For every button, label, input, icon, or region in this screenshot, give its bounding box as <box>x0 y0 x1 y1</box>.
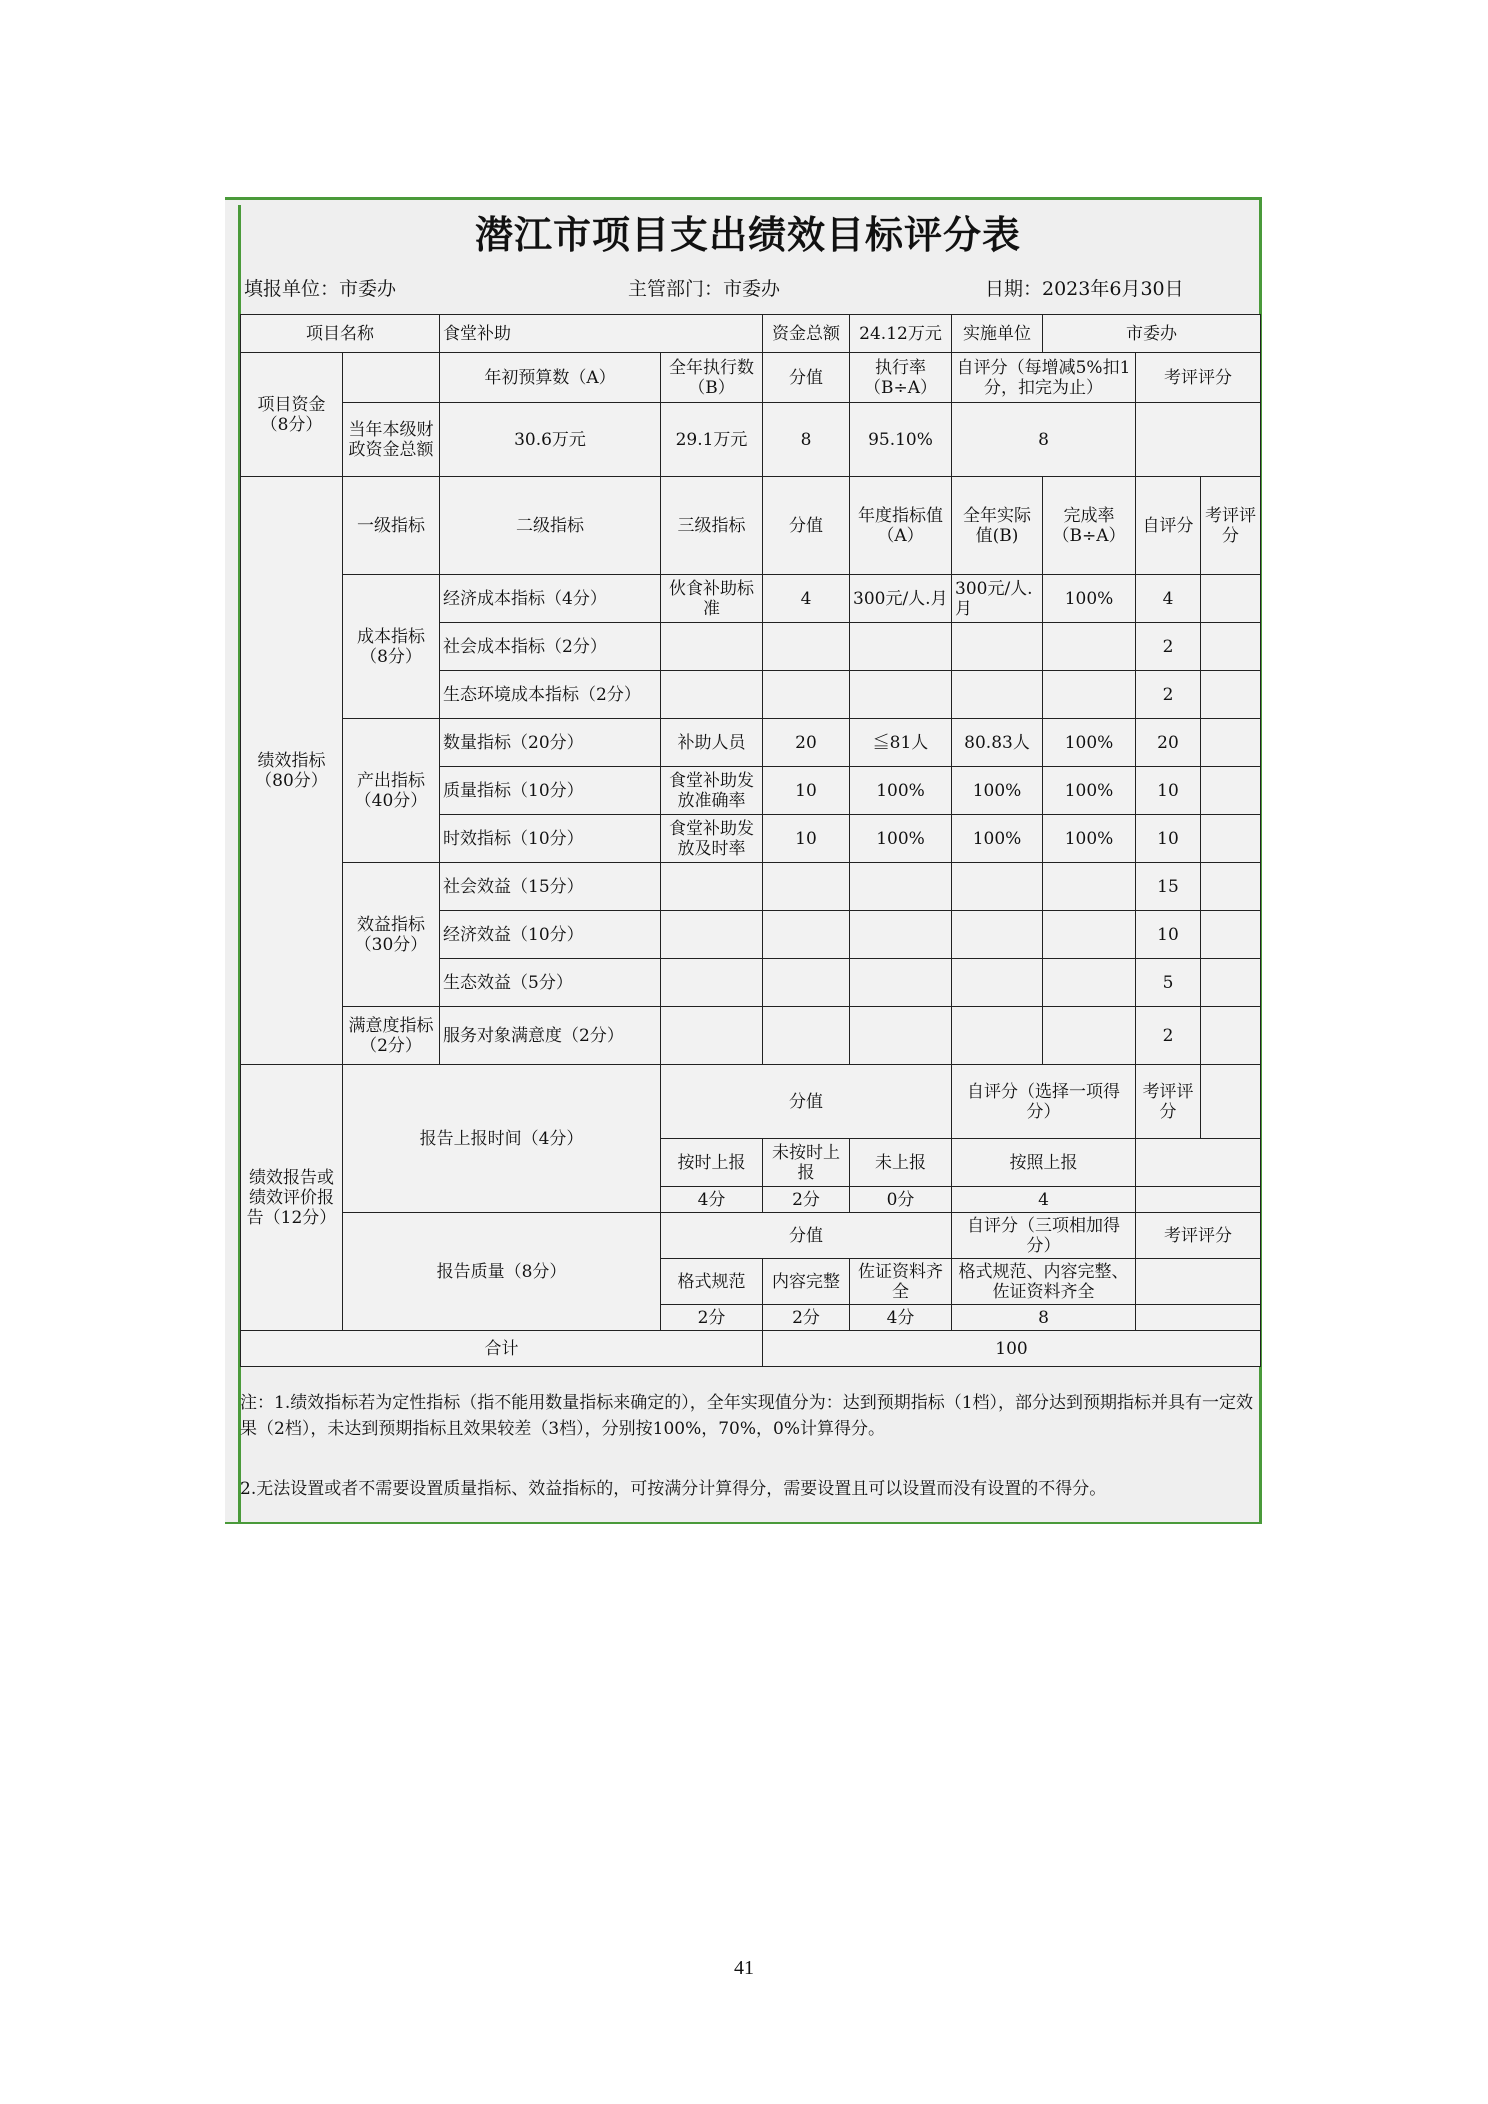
report-group-label: 绩效报告或绩效评价报告（12分） <box>241 1065 343 1331</box>
review-cell <box>1201 863 1261 911</box>
report-quality-self-header: 自评分（三项相加得分） <box>952 1213 1136 1259</box>
report-quality-label: 报告质量（8分） <box>343 1213 661 1331</box>
actual-cell <box>952 623 1043 671</box>
report-quality-self-text: 格式规范、内容完整、佐证资料齐全 <box>952 1259 1136 1305</box>
page-number: 41 <box>734 1957 754 1979</box>
value-cell: 4分 <box>850 1305 952 1331</box>
actual-cell: 80.83人 <box>952 719 1043 767</box>
score-cell: 4 <box>763 575 850 623</box>
project-row <box>241 315 1261 353</box>
report-time-self-value: 4 <box>952 1187 1136 1213</box>
exec-header: 全年执行数（B） <box>661 353 763 403</box>
actual-cell: 100% <box>952 815 1043 863</box>
funds-group-label: 项目资金（8分） <box>241 353 343 477</box>
l2-cell: 时效指标（10分） <box>440 815 661 863</box>
funds-row-label: 当年本级财政资金总额 <box>343 403 440 477</box>
report-quality-review-header: 考评评分 <box>1136 1213 1261 1259</box>
l3-cell: 补助人员 <box>661 719 763 767</box>
score-cell <box>763 911 850 959</box>
value-cell: 0分 <box>850 1187 952 1213</box>
actual-cell <box>952 959 1043 1007</box>
target-cell <box>850 863 952 911</box>
satisfaction-indicator-label: 满意度指标（2分） <box>343 1007 440 1065</box>
self-cell: 2 <box>1136 623 1201 671</box>
funds-value-row <box>241 403 1261 477</box>
total-value: 100 <box>763 1331 1261 1367</box>
actual-cell: 100% <box>952 767 1043 815</box>
value-cell: 2分 <box>661 1305 763 1331</box>
perf-self-header: 自评分 <box>1136 477 1201 575</box>
budget-header: 年初预算数（A） <box>440 353 661 403</box>
option-late: 未按时上报 <box>763 1139 850 1187</box>
review-cell <box>1136 1259 1261 1305</box>
target-header: 年度指标值（A） <box>850 477 952 575</box>
option-not-reported: 未上报 <box>850 1139 952 1187</box>
report-time-header-row <box>241 1065 1261 1139</box>
actual-cell: 300元/人.月 <box>952 575 1043 623</box>
self-cell: 2 <box>1136 671 1201 719</box>
target-cell <box>850 911 952 959</box>
exec-rate-header: 执行率（B÷A） <box>850 353 952 403</box>
score-cell: 10 <box>763 815 850 863</box>
form-title: 潜江市项目支出绩效目标评分表 <box>474 213 1021 257</box>
score-cell <box>763 959 850 1007</box>
review-cell <box>1201 767 1261 815</box>
l3-cell: 伙食补助标准 <box>661 575 763 623</box>
report-time-review-cell <box>1136 1139 1261 1187</box>
value-cell: 4分 <box>661 1187 763 1213</box>
score-cell <box>763 863 850 911</box>
score-cell <box>763 623 850 671</box>
rate-cell <box>1043 911 1136 959</box>
benefit-indicator-label: 效益指标（30分） <box>343 863 440 1007</box>
l2-cell: 服务对象满意度（2分） <box>440 1007 661 1065</box>
funds-self-header: 自评分（每增减5%扣1分，扣完为止） <box>952 353 1136 403</box>
cost-indicator-label: 成本指标（8分） <box>343 575 440 719</box>
score-cell <box>763 671 850 719</box>
rate-cell: 100% <box>1043 719 1136 767</box>
fund-total-value: 24.12万元 <box>850 315 952 353</box>
report-time-review-header: 考评评分 <box>1136 1065 1201 1139</box>
review-cell <box>1201 959 1261 1007</box>
option-on-time: 按时上报 <box>661 1139 763 1187</box>
report-time-self-header: 自评分（选择一项得分） <box>952 1065 1136 1139</box>
exec-rate-value: 95.10% <box>850 403 952 477</box>
l3-cell: 食堂补助发放及时率 <box>661 815 763 863</box>
self-cell: 5 <box>1136 959 1201 1007</box>
filling-unit: 填报单位：市委办 <box>244 278 397 300</box>
review-cell <box>1201 719 1261 767</box>
self-cell: 4 <box>1136 575 1201 623</box>
impl-unit-label: 实施单位 <box>952 315 1043 353</box>
self-cell: 2 <box>1136 1007 1201 1065</box>
rate-cell <box>1043 1007 1136 1065</box>
actual-cell <box>952 1007 1043 1065</box>
l1-header: 一级指标 <box>343 477 440 575</box>
budget-value: 30.6万元 <box>440 403 661 477</box>
l2-cell: 数量指标（20分） <box>440 719 661 767</box>
funds-self-value: 8 <box>952 403 1136 477</box>
l3-cell <box>661 623 763 671</box>
report-time-self-text: 按照上报 <box>952 1139 1136 1187</box>
value-cell: 2分 <box>763 1305 850 1331</box>
actual-cell <box>952 863 1043 911</box>
score-cell <box>763 1007 850 1065</box>
perf-review-header: 考评评分 <box>1201 477 1261 575</box>
report-quality-header-row <box>241 1213 1261 1259</box>
table-row <box>241 1007 1261 1065</box>
review-cell <box>1201 671 1261 719</box>
total-row <box>241 1331 1261 1367</box>
report-quality-self-value: 8 <box>952 1305 1136 1331</box>
review-cell <box>1136 1187 1261 1213</box>
target-cell <box>850 623 952 671</box>
l2-cell: 生态环境成本指标（2分） <box>440 671 661 719</box>
option-content: 内容完整 <box>763 1259 850 1305</box>
l3-cell <box>661 1007 763 1065</box>
total-label: 合计 <box>241 1331 763 1367</box>
perf-score-header: 分值 <box>763 477 850 575</box>
target-cell: 300元/人.月 <box>850 575 952 623</box>
report-time-label: 报告上报时间（4分） <box>343 1065 661 1213</box>
l3-cell <box>661 911 763 959</box>
report-time-blank <box>1201 1065 1261 1139</box>
table-row <box>241 863 1261 911</box>
review-cell <box>1136 1305 1261 1331</box>
l3-cell: 食堂补助发放准确率 <box>661 767 763 815</box>
target-cell <box>850 959 952 1007</box>
report-quality-score-header: 分值 <box>661 1213 952 1259</box>
l2-cell: 社会成本指标（2分） <box>440 623 661 671</box>
rate-cell <box>1043 863 1136 911</box>
report-date: 日期：2023年6月30日 <box>985 278 1184 300</box>
value-cell: 2分 <box>763 1187 850 1213</box>
review-cell <box>1201 815 1261 863</box>
rate-cell <box>1043 623 1136 671</box>
note-1: 注：1.绩效指标若为定性指标（指不能用数量指标来确定的），全年实现值分为：达到预期指标（1档），部分达到预期指标并具有一定效果（2档），未达到预期指标且效果较差（3档），分别按100%，70%，0%计算得分。 <box>240 1393 1254 1439</box>
rate-cell: 100% <box>1043 767 1136 815</box>
l3-cell <box>661 671 763 719</box>
l3-header: 三级指标 <box>661 477 763 575</box>
l2-cell: 生态效益（5分） <box>440 959 661 1007</box>
review-cell <box>1201 575 1261 623</box>
review-cell <box>1201 1007 1261 1065</box>
rate-cell <box>1043 959 1136 1007</box>
funds-blank <box>343 353 440 403</box>
perf-group-label: 绩效指标（80分） <box>241 477 343 1065</box>
funds-review-value <box>1136 403 1261 477</box>
self-cell: 10 <box>1136 767 1201 815</box>
l2-cell: 经济成本指标（4分） <box>440 575 661 623</box>
rate-cell <box>1043 671 1136 719</box>
target-cell: ≦81人 <box>850 719 952 767</box>
supervising-dept: 主管部门：市委办 <box>628 278 781 300</box>
score-cell: 10 <box>763 767 850 815</box>
project-name-label: 项目名称 <box>241 315 440 353</box>
completion-header: 完成率（B÷A） <box>1043 477 1136 575</box>
review-cell <box>1201 911 1261 959</box>
actual-cell <box>952 671 1043 719</box>
self-cell: 10 <box>1136 911 1201 959</box>
self-cell: 20 <box>1136 719 1201 767</box>
impl-unit-value: 市委办 <box>1043 315 1261 353</box>
rate-cell: 100% <box>1043 575 1136 623</box>
report-time-score-header: 分值 <box>661 1065 952 1139</box>
score-table <box>240 314 1261 1367</box>
l3-cell <box>661 863 763 911</box>
option-evidence: 佐证资料齐全 <box>850 1259 952 1305</box>
l2-cell: 经济效益（10分） <box>440 911 661 959</box>
funds-header-row <box>241 353 1261 403</box>
table-row <box>241 575 1261 623</box>
output-indicator-label: 产出指标（40分） <box>343 719 440 863</box>
l3-cell <box>661 959 763 1007</box>
actual-cell <box>952 911 1043 959</box>
fund-total-label: 资金总额 <box>763 315 850 353</box>
score-cell: 20 <box>763 719 850 767</box>
rate-cell: 100% <box>1043 815 1136 863</box>
l2-header: 二级指标 <box>440 477 661 575</box>
project-name-value: 食堂补助 <box>440 315 763 353</box>
actual-header: 全年实际值(B) <box>952 477 1043 575</box>
l2-cell: 社会效益（15分） <box>440 863 661 911</box>
funds-score-value: 8 <box>763 403 850 477</box>
target-cell: 100% <box>850 767 952 815</box>
review-cell <box>1201 623 1261 671</box>
target-cell: 100% <box>850 815 952 863</box>
funds-score-header: 分值 <box>763 353 850 403</box>
exec-value: 29.1万元 <box>661 403 763 477</box>
table-row <box>241 719 1261 767</box>
note-2: 2.无法设置或者不需要设置质量指标、效益指标的，可按满分计算得分，需要设置且可以设置而没有设置的不得分。 <box>240 1479 1107 1499</box>
self-cell: 15 <box>1136 863 1201 911</box>
self-cell: 10 <box>1136 815 1201 863</box>
perf-header-row <box>241 477 1261 575</box>
target-cell <box>850 671 952 719</box>
funds-review-header: 考评评分 <box>1136 353 1261 403</box>
target-cell <box>850 1007 952 1065</box>
l2-cell: 质量指标（10分） <box>440 767 661 815</box>
option-format: 格式规范 <box>661 1259 763 1305</box>
